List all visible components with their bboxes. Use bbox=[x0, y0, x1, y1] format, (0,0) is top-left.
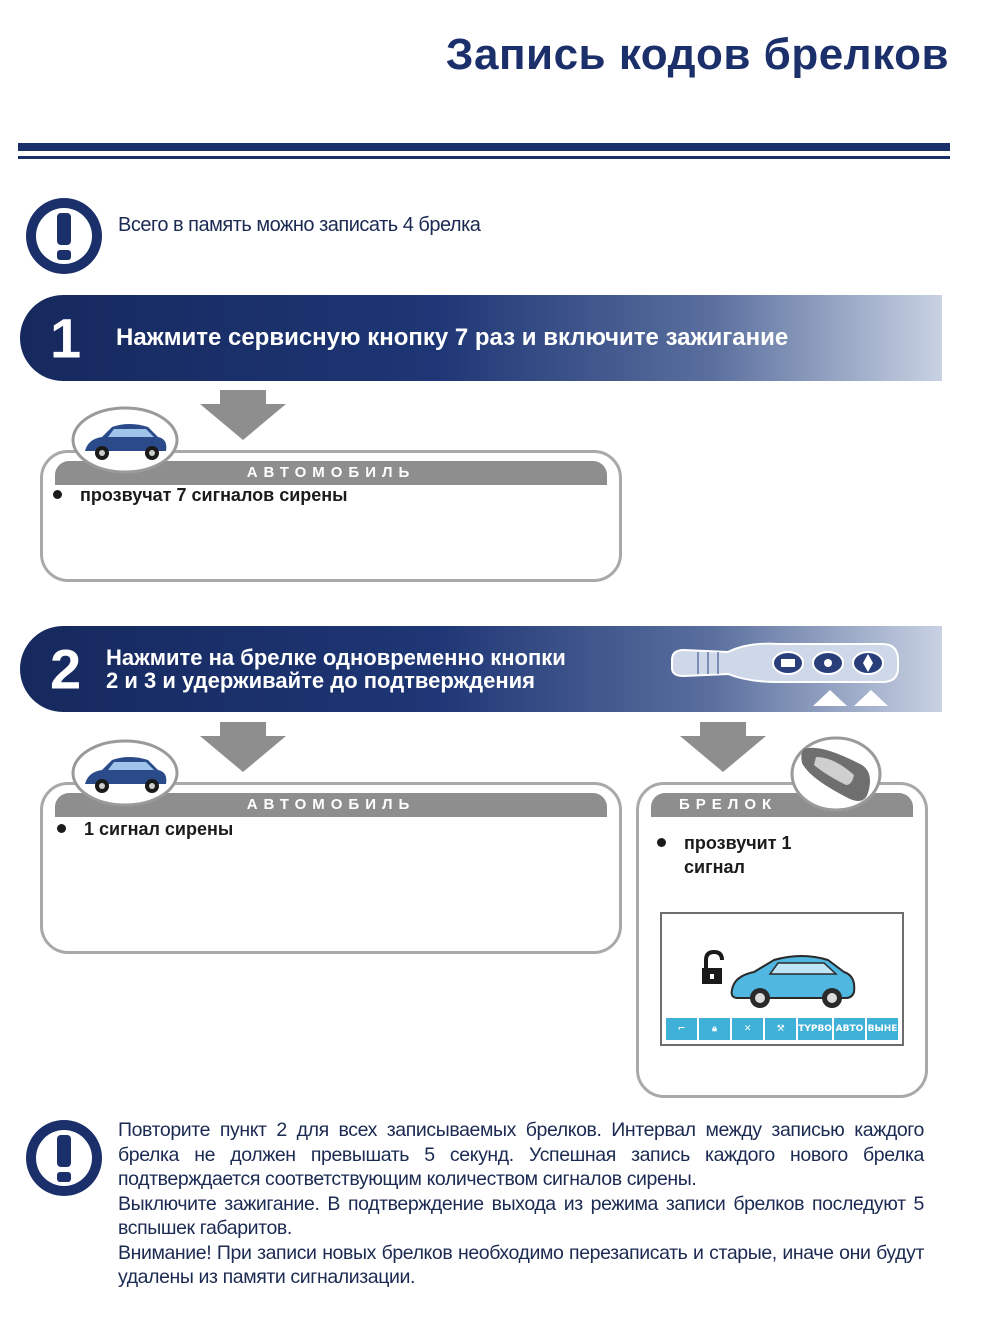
car-icon bbox=[70, 405, 180, 475]
down-arrow-icon bbox=[680, 722, 766, 772]
step2-fob-bullet-line1: прозвучит 1 bbox=[684, 833, 792, 853]
exclamation-icon bbox=[26, 1120, 102, 1196]
step2-fob-bullet bbox=[657, 831, 792, 879]
lcd-label-auto: ABTO bbox=[834, 1018, 865, 1040]
step2-fob-bullet-line2: сигнал bbox=[684, 857, 745, 877]
bottom-note-p2: Выключите зажигание. В подтверждение выхода из режима записи брелков последуют 5 вспышек габаритов. bbox=[118, 1192, 924, 1239]
lcd-cross-icon: ✕ bbox=[732, 1018, 763, 1040]
car-icon bbox=[70, 738, 180, 808]
lcd-label-turbo: TYPBO bbox=[798, 1018, 832, 1040]
exclamation-icon bbox=[26, 198, 102, 274]
down-arrow-icon bbox=[200, 722, 286, 772]
step1-car-box-header: АВТОМОБИЛЬ bbox=[55, 461, 607, 485]
step2-car-bullet-text: 1 сигнал сирены bbox=[84, 819, 234, 839]
step1-number: 1 bbox=[50, 306, 82, 370]
bottom-note bbox=[118, 1118, 924, 1290]
lcd-label-vyne: ВЫНЕ bbox=[867, 1018, 898, 1040]
key-fob-icon bbox=[668, 638, 904, 708]
step1-banner bbox=[20, 295, 942, 381]
down-arrow-icon bbox=[200, 390, 286, 440]
bullet-dot bbox=[53, 490, 62, 499]
page-title: Запись кодов брелков bbox=[445, 30, 949, 79]
step2-car-bullet bbox=[57, 817, 233, 841]
step2-car-box-header: АВТОМОБИЛЬ bbox=[55, 793, 607, 817]
step2-fob-box-header: БРЕЛОК bbox=[651, 793, 913, 817]
step2-text-line1: Нажмите на брелке одновременно кнопки bbox=[106, 645, 566, 670]
note-top: Всего в память можно записать 4 брелка bbox=[118, 214, 481, 236]
step2-text bbox=[106, 646, 566, 692]
step2-banner bbox=[20, 626, 942, 712]
step2-number: 2 bbox=[50, 637, 82, 701]
step2-text-line2: 2 и 3 и удерживайте до подтверждения bbox=[106, 668, 535, 693]
bottom-note-p3: Внимание! При записи новых брелков необходимо перезаписать и старые, иначе они будут удалены из памяти сигнализации. bbox=[118, 1241, 924, 1288]
lcd-status-bar bbox=[666, 1018, 898, 1040]
step1-text: Нажмите сервисную кнопку 7 раз и включите зажигание bbox=[116, 324, 789, 351]
lcd-lock-icon: 🔒︎ bbox=[699, 1018, 730, 1040]
header-rule-thin bbox=[18, 156, 950, 159]
fob-lcd-screen bbox=[660, 912, 904, 1046]
bottom-note-p1: Повторите пункт 2 для всех записываемых брелков. Интервал между записью каждого брелка не должен превышать 5 секунд. Успешная запись каждого нового брелка подтверждается соответствующим количеством сигналов сирены. bbox=[118, 1119, 924, 1190]
bullet-dot bbox=[57, 824, 66, 833]
lcd-wrench-icon: ⚒ bbox=[765, 1018, 796, 1040]
lcd-gun-icon: ⌐ bbox=[666, 1018, 697, 1040]
car-lcd-icon bbox=[698, 938, 860, 1012]
lcd-fob-icon bbox=[790, 735, 882, 813]
step1-car-bullet-text: прозвучат 7 сигналов сирены bbox=[80, 485, 348, 505]
header-rule-thick bbox=[18, 143, 950, 151]
step1-car-bullet bbox=[53, 483, 348, 507]
bullet-dot bbox=[657, 838, 666, 847]
